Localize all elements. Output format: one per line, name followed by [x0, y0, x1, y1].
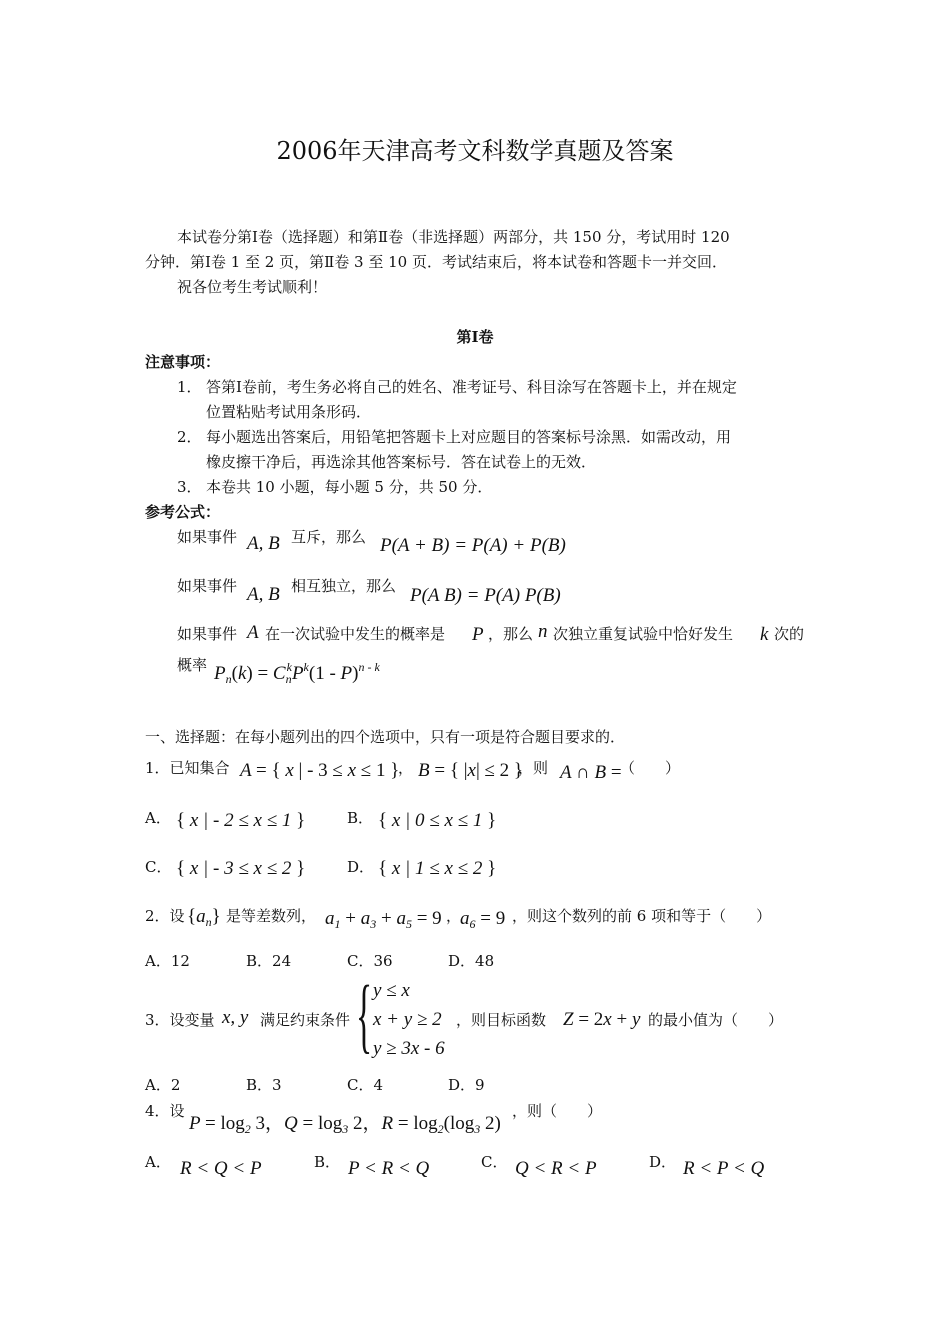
note-1-line-2: 位置粘贴考试用条形码．: [206, 403, 372, 421]
q1-comma: ，: [398, 759, 414, 777]
q3-constraint-brace: {: [356, 969, 373, 1062]
formula-3-var-A: A: [247, 622, 259, 643]
q3-vars: x, y: [222, 1007, 249, 1028]
q4-expr: $P = \log_2 3$，$Q = \log_3 2$，$R = \log_2(\log_3$ 2): [189, 1113, 501, 1136]
formula-3-line-2: 概率: [177, 656, 208, 674]
note-2-line-2: 橡皮擦干净后，再选涂其他答案标号．答在试卷上的无效．: [206, 453, 597, 471]
q1-option-C-label[interactable]: C．: [145, 858, 172, 876]
q3-objective: Z = 2x + y: [563, 1009, 641, 1030]
q3-option-D[interactable]: D．9: [448, 1076, 485, 1094]
intro-line-1: 本试卷分第Ⅰ卷（选择题）和第Ⅱ卷（非选择题）两部分，共 150 分，考试用时 120: [177, 228, 730, 246]
q4-option-D-label[interactable]: D．: [649, 1153, 677, 1171]
q2-sequence: $\{a_n\}$: [187, 906, 221, 929]
q3-text-2: ，则目标函数: [456, 1011, 547, 1029]
q1-paren: （ ）: [620, 759, 681, 777]
q3-constraint-2: x + y ≥ 2: [373, 1009, 442, 1030]
q2-a6-expr: $a_6 = 9$: [460, 908, 506, 931]
formula-3-text-e: 次的: [774, 625, 805, 643]
q1-set-B: B = { |x| ≤ 2 }: [418, 760, 524, 781]
q2-sum-expr: $a_1 + a_3 + a_5 = 9$: [325, 908, 442, 931]
note-2-line-1: 每小题选出答案后，用铅笔把答题卡上对应题目的答案标号涂黑．如需改动，用: [206, 428, 732, 446]
note-1-line-1: 答第Ⅰ卷前，考生务必将自己的姓名、准考证号、科目涂写在答题卡上，并在规定: [206, 378, 737, 396]
formula-1-mid: 互斥，那么: [291, 528, 367, 546]
q3-option-C[interactable]: C．4: [347, 1076, 384, 1094]
q1-option-D-text: x | 1 ≤ x ≤ 2: [391, 858, 483, 879]
q1-option-A-label[interactable]: A．: [145, 809, 171, 827]
intro-line-2: 分钟．第Ⅰ卷 1 至 2 页，第Ⅱ卷 3 至 10 页．考试结束后，将本试卷和答题卡一并交回．: [145, 253, 727, 271]
q4-then: ，则（ ）: [512, 1102, 603, 1120]
q1-option-B-set: { x | 0 ≤ x ≤ 1 }: [378, 810, 497, 831]
q2-text-2: ，: [446, 907, 462, 925]
intro-line-3: 祝各位考生考试顺利！: [177, 278, 328, 296]
q4-stem: 4．设: [145, 1102, 185, 1120]
q4-option-B-expr: P < R < Q: [348, 1158, 430, 1179]
formula-3-var-k: k: [760, 624, 769, 645]
q1-intersection: A ∩ B =: [560, 762, 622, 783]
q4-option-A-expr: R < Q < P: [180, 1158, 262, 1179]
q3-option-A[interactable]: A．2: [145, 1076, 181, 1094]
q1-option-B-text: x | 0 ≤ x ≤ 1: [391, 810, 483, 831]
q4-option-A-label[interactable]: A．: [145, 1153, 171, 1171]
note-2-num: 2．: [177, 428, 202, 446]
formula-2-vars: A, B: [247, 584, 280, 605]
q3-text-3: 的最小值为（ ）: [648, 1011, 784, 1029]
q1-stem: 1．已知集合: [145, 759, 230, 777]
formula-3-text-a: 如果事件: [177, 625, 238, 643]
q1-option-D-label[interactable]: D．: [347, 858, 375, 876]
formula-3-var-P: P: [472, 624, 484, 645]
section-title: 第Ⅰ卷: [456, 328, 494, 346]
formula-1-expr: P(A + B) = P(A) + P(B): [380, 535, 566, 556]
q1-set-A: A = { x | - 3 ≤ x ≤ 1 }: [240, 760, 400, 781]
q1-then: ，则: [518, 759, 549, 777]
q2-text-3: ，则这个数列的前 6 项和等于（ ）: [512, 907, 772, 925]
page-title: 2006年天津高考文科数学真题及答案: [276, 137, 674, 165]
formula-3-binomial: $P_n(k) = C_n^kP^k(1 - P)^{n - k}$: [214, 660, 380, 686]
q2-text-1: 是等差数列，: [226, 907, 317, 925]
q2-stem: 2．设: [145, 907, 185, 925]
q2-option-C[interactable]: C．36: [347, 952, 393, 970]
q2-option-B[interactable]: B．24: [246, 952, 292, 970]
note-1-num: 1．: [177, 378, 202, 396]
q3-constraint-1: y ≤ x: [373, 980, 410, 1001]
q4-option-C-label[interactable]: C．: [481, 1153, 508, 1171]
formula-1-vars: A, B: [247, 533, 280, 554]
q4-option-D-expr: R < P < Q: [683, 1158, 765, 1179]
part-1-heading: 一、选择题：在每小题列出的四个选项中，只有一项是符合题目要求的．: [145, 728, 626, 746]
notes-heading: 注意事项：: [145, 353, 221, 371]
q2-option-D[interactable]: D．48: [448, 952, 495, 970]
q1-option-D-set: { x | 1 ≤ x ≤ 2 }: [378, 858, 497, 879]
formula-2-expr: P(A B) = P(A) P(B): [410, 585, 561, 606]
q1-option-A-set: { x | - 2 ≤ x ≤ 1 }: [176, 810, 306, 831]
q4-option-C-expr: Q < R < P: [515, 1158, 597, 1179]
formula-2-mid: 相互独立，那么: [291, 577, 397, 595]
formula-2-prefix: 如果事件: [177, 577, 238, 595]
q1-option-C-text: x | - 3 ≤ x ≤ 2: [189, 858, 292, 879]
q3-text-1: 满足约束条件: [260, 1011, 351, 1029]
note-3-line-1: 本卷共 10 小题，每小题 5 分，共 50 分．: [206, 478, 493, 496]
formula-3-text-c: ，那么: [488, 625, 534, 643]
q1-option-C-set: { x | - 3 ≤ x ≤ 2 }: [176, 858, 306, 879]
formula-3-text-b: 在一次试验中发生的概率是: [265, 625, 446, 643]
q3-constraint-3: y ≥ 3x - 6: [373, 1038, 445, 1059]
q2-option-A[interactable]: A．12: [145, 952, 190, 970]
formula-1-prefix: 如果事件: [177, 528, 238, 546]
q3-stem: 3．设变量: [145, 1011, 215, 1029]
formulas-heading: 参考公式：: [145, 503, 221, 521]
note-3-num: 3．: [177, 478, 202, 496]
q1-option-A-text: x | - 2 ≤ x ≤ 1: [189, 810, 292, 831]
q4-option-B-label[interactable]: B．: [314, 1153, 341, 1171]
formula-3-text-d: 次独立重复试验中恰好发生: [553, 625, 734, 643]
formula-3-var-n: n: [538, 621, 548, 642]
q3-option-B[interactable]: B．3: [246, 1076, 282, 1094]
q1-option-B-label[interactable]: B．: [347, 809, 374, 827]
